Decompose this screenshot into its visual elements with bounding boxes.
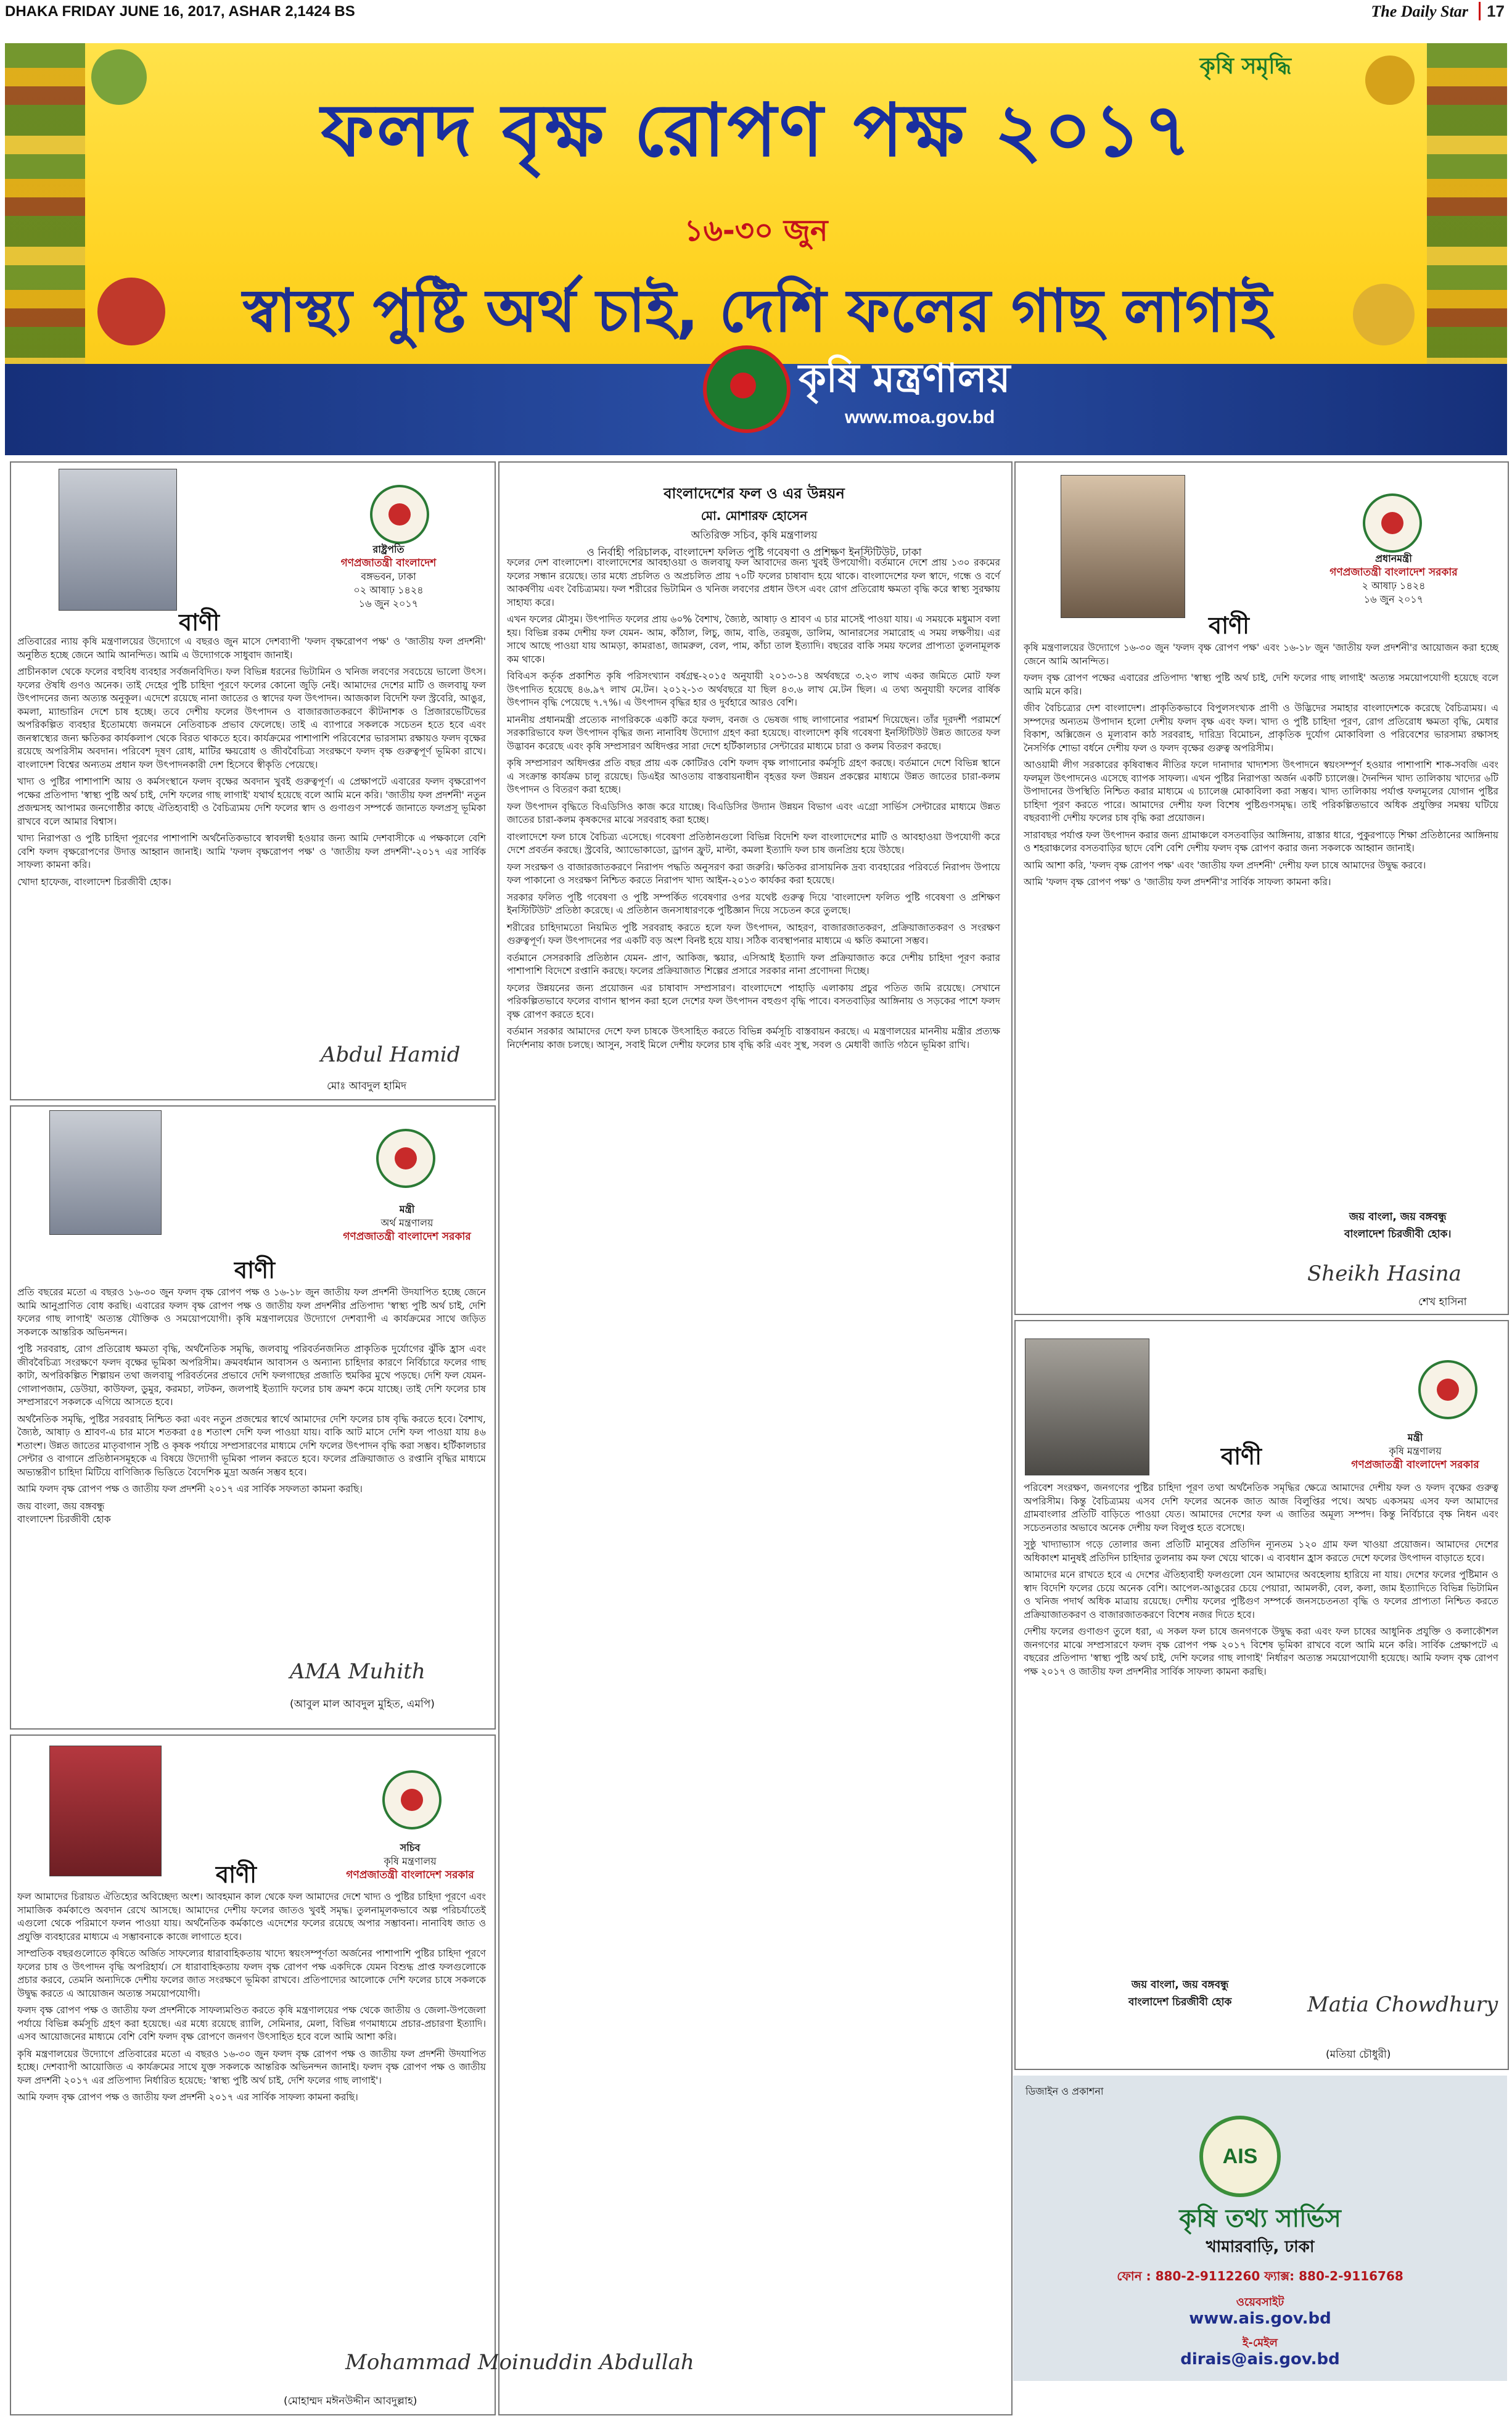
article-para: বিবিএস কর্তৃক প্রকাশিত কৃষি পরিসংখ্যান বর্ষগ্রন্থ-২০১৫ অনুযায়ী ২০১৩-১৪ অর্থবছরে ৩.২৩ লাখ একর জমিতে মোট ফল উৎপাদিত হয়েছে ৪৬.৯৭ লাখ মে.টন। ২০১২-১৩ অর্থবছরে যা ছিল ৪৩.৬ লাখ মে.টন ছিল। এ তথ্য অনুযায়ী ফলের বার্ষিক উৎপাদন বৃদ্ধি পেয়েছে ৭.৭%। এ উৎপাদন বৃদ্ধির হার ও দুর্বহারে আরও বেশি। [507,670,1000,708]
banner-title: ফলদ বৃক্ষ রোপণ পক্ষ ২০১৭ [321,88,1194,173]
secretary-para: ফলদ বৃক্ষ রোপণ পক্ষ ও জাতীয় ফল প্রদর্শনীকে সাফল্যমণ্ডিত করতে কৃষি মন্ত্রণালয়ের পক্ষ থেকে জাতীয় ও জেলা-উপজেলা পর্যায়ে বিভিন্ন কর্মসূচি গ্রহণ করা হয়েছে। এর মধ্যে রয়েছে র‍্যালি, সেমিনার, মেলা, বিভিন্ন গণমাধ্যমে প্রচার-প্রচারণা ইত্যাদি। এসব আয়োজনের মাধ্যমে বেশি বেশি ফলদ বৃক্ষ রোপণে জনগণ উৎসাহিত হবে বলে আমি আশা করি। [17,2005,486,2042]
agri-para: দেশীয় ফলের গুণাগুণ তুলে ধরা, এ সকল ফল চাষে জনগণকে উদ্বুদ্ধ করা এবং ফল চাষের আধুনিক প্রযুক্তি ও কলাকৌশল জনগণের মাঝে সম্প্রসারণে ফলদ বৃক্ষ রোপণ পক্ষ ২০১৭ বিশেষ ভূমিকা রাখবে বলে আমি মনে করি। সার্বিক প্রেক্ষাপটে এ বছরের প্রতিপাদ্য 'স্বাস্থ্য পুষ্টি অর্থ চাই, দেশি ফলের গাছ লাগাই' নির্ধারণ অত্যন্ত সময়োপযোগী হয়েছে। আমি ফলদ বৃক্ষ রোপণ পক্ষ ২০১৭ ও জাতীয় ফল প্রদর্শনীর সার্বিক সাফল্য কামনা করছি। [1024,1626,1498,1677]
pm-heading: বাণী [1209,612,1250,639]
finance-closing: জয় বাংলা, জয় বঙ্গবন্ধু বাংলাদেশ চিরজীবী হোক [17,1500,111,1525]
ais-email[interactable]: dirais@ais.gov.bd [1180,2350,1340,2369]
finance-body [17,1286,486,1530]
agri-name: (মতিয়া চৌধুরী) [1326,2048,1391,2061]
article-role: অতিরিক্ত সচিব, কৃষি মন্ত্রণালয় [691,529,818,542]
president-title: রাষ্ট্রপতি [372,543,405,555]
secretary-dept: কৃষি মন্ত্রণালয় [384,1855,437,1867]
president-para: খাদ্য নিরাপত্তা ও পুষ্টি চাহিদা পূরণের পাশাপাশি অর্থনৈতিকভাবে স্বাবলম্বী হওয়ার জন্য আমি দেশবাসীকে এ পক্ষকালে বেশি বেশি ফলদ বৃক্ষরোপণের উদাত্ত আহ্বান জানাই। আমি 'ফলদ বৃক্ষরোপণ পক্ষ' ও 'জাতীয় ফল প্রদর্শনী'-২০১৭ এর সার্বিক সাফল্য কামনা করি। [17,833,486,870]
ais-web-label: ওয়েবসাইট [1236,2296,1284,2309]
pm-signature: Sheikh Hasina [1307,1261,1461,1286]
secretary-para: আমি ফলদ বৃক্ষ রোপণ পক্ষ ও জাতীয় ফল প্রদর্শনী ২০১৭ এর সার্বিক সাফল্য কামনা করছি। [17,2092,358,2103]
agri-heading: বাণী [1221,1443,1262,1470]
finance-dept: অর্থ মন্ত্রণালয় [380,1217,433,1229]
pm-gov: গণপ্রজাতন্ত্রী বাংলাদেশ সরকার [1329,566,1458,579]
ministry-url[interactable]: www.moa.gov.bd [845,407,995,427]
president-date-bn: ০২ আষাঢ় ১৪২৪ [353,584,424,596]
banner-slogan: স্বাস্থ্য পুষ্টি অর্থ চাই, দেশি ফলের গাছ লাগাই [242,276,1272,345]
article-header [503,482,1006,562]
pm-closing: জয় বাংলা, জয় বঙ্গবন্ধু বাংলাদেশ চিরজীবী হোক। [1344,1211,1452,1240]
finance-emblem-icon [376,1129,435,1188]
secretary-photo [49,1746,162,1876]
pm-para: সারাবছর পর্যাপ্ত ফল উৎপাদন করার জন্য গ্রামাঞ্চলে বসতবাড়ির আঙ্গিনায়, রাস্তার ধারে, পুকুরপাড়ে শিক্ষা প্রতিষ্ঠানের আঙ্গিনায় ও শহরাঞ্চলের বসতবাড়ির ছাদে বেশি বেশি দেশীয় ফলদ বৃক্ষ রোপণ করার জন্য সকলকে আহ্বান জানাই। [1024,829,1498,854]
article-para: বাংলাদেশে ফল চাষে বৈচিত্র্য এসেছে। গবেষণা প্রতিষ্ঠানগুলো বিভিন্ন বিদেশি ফল বাংলাদেশের মাটি ও আবহাওয়া উপযোগী করে দেশে প্রবর্তন করছে। স্ট্রবেরি, অ্যাভোকাডো, ড্রাগন ফ্রুট, মাল্টা, কমলা ইত্যাদি ফল চাষ জনপ্রিয় হয়ে উঠছে। [507,831,1000,856]
krishi-tag: কৃষি সমৃদ্ধি [1199,54,1291,79]
agri-minister-photo [1025,1338,1149,1475]
agri-body [1024,1482,1498,1682]
paper-header [1371,2,1505,21]
pm-date-bn: ২ আষাঢ় ১৪২৪ [1362,580,1426,592]
president-heading: বাণী [179,609,220,636]
secretary-body [17,1891,486,2108]
secretary-para: সাম্প্রতিক বছরগুলোতে কৃষিতে অর্জিত সাফল্যের ধারাবাহিকতায় খাদ্যে স্বয়ংসম্পূর্ণতা অর্জনের পাশাপাশি পুষ্টির চাহিদা পূরণে ফলের চাষ ও উৎপাদন বৃদ্ধি অপরিহার্য। সে ধারাবাহিকতায় ফলদ বৃক্ষ রোপণ পক্ষ একদিকে যেমন বিশুদ্ধ প্রাপ্ত ফলগুলোকে প্রচার করবে, তেমনি অন্যদিকে দেশীয় ফলের জাত সংরক্ষণে ভূমিকা রাখবে। প্রতিপাদ্যের আলোকে দেশি ফলের চাষে সকলকে উদ্বুদ্ধ করতে এ আয়োজন অত্যন্ত সময়োপযোগী। [17,1948,486,1999]
finance-para: আমি ফলদ বৃক্ষ রোপণ পক্ষ ও জাতীয় ফল প্রদর্শনী ২০১৭ এর সার্বিক সফলতা কামনা করছি। [17,1483,363,1495]
president-para: প্রাচীনকাল থেকে ফলের বহুবিধ ব্যবহার সর্বজনবিদিত। ফল বিভিন্ন ধরনের ভিটামিন ও খনিজ লবণের সবচেয়ে ভালো উৎস। ফলের ঔষধি গুণও অনেক। তাই দেহের পুষ্টি চাহিদা পূরণে ফলের কোনো জুড়ি নেই। আমাদের দেশের মাটি ও জলবায়ু ফল উৎপাদনের জন্য অত্যন্ত অনুকূল। এদেশে রয়েছে নানা জাতের ও স্বাদের ফল উৎপাদন। আজকাল বিদেশি ফল স্ট্রবেরি, আঙুর, কমলা, ম্যান্ডারিন দেশে চাষ হচ্ছে। তবে দেশীয় ফলের উৎপাদন ও বাজারজাতকরণে কীটনাশক ও প্রিজারভেটিভের অপরিকল্পিত ব্যবহার ইতোমধ্যে জনমনে নেতিবাচক প্রভাব ফেলেছে। তাই এ ব্যাপারে সকলকে সচেতন হতে হবে এবং জনস্বাস্থ্যের জন্য ক্ষতিকর কার্যকলাপ থেকে বিরত থাকতে হবে। কার্যক্রমের পাশাপাশি পরিবেশের ভারসাম্য রক্ষায়ও ফলদ বৃক্ষের রয়েছে অপরিসীম অবদান। পরিবেশ দূষণ রোধ, মাটির ক্ষয়রোধ ও জীববৈচিত্র্য সংরক্ষণে ফলদ বৃক্ষ গুরুত্বপূর্ণ ভূমিকা রাখে। বাংলাদেশ বিশ্বের অন্যতম প্রধান ফল উৎপাদনকারী দেশ হিসেবে স্বীকৃতি পেয়েছে। [17,666,486,770]
secretary-para: কৃষি মন্ত্রণালয়ের উদ্যোগে প্রতিবারের মতো এ বছরও ১৬-৩০ জুন ফলদ বৃক্ষ রোপণ পক্ষ ও জাতীয় ফল প্রদর্শনী উদযাপিত হচ্ছে। দেশব্যাপী আয়োজিত এ কার্যক্রমের সাথে যুক্ত সকলকে আন্তরিক অভিনন্দন জানাই। ফলদ বৃক্ষ রোপণ পক্ষ ও জাতীয় ফল প্রদর্শনী ২০১৭ এর প্রতিপাদ্য নির্ধারিত হয়েছে: 'স্বাস্থ্য পুষ্টি অর্থ চাই, দেশি ফলের গাছ লাগাই'। [17,2048,486,2086]
agri-para: পরিবেশ সংরক্ষণ, জনগণের পুষ্টির চাহিদা পূরণ তথা অর্থনৈতিক সমৃদ্ধির ক্ষেত্রে আমাদের দেশীয় ফল ও ফলদ বৃক্ষের গুরুত্ব অপরিসীম। কিন্তু বৈচিত্র্যময় এসব দেশি ফলের অনেক জাত আজ বিলুপ্তির পথে। অথচ একসময় এসব ফল আমাদের গ্রামবাংলার প্রতিটি বাড়িতে পাওয়া যেত। আমাদের দেশের ফল এ জাতির অমূল্য সম্পদ। কিন্তু নির্বিচারে বৃক্ষ নিধন এবং সচেতনতার অভাবে অনেক দেশীয় ফল বিলুপ্ত হতে বসেছে। [1024,1482,1498,1533]
article-body [507,556,1000,1055]
finance-title: মন্ত্রী [399,1203,415,1215]
finance-minister-photo [49,1110,162,1235]
government-seal-icon [703,345,791,433]
president-date-en: ১৬ জুন ২০১৭ [358,598,419,609]
article-para: ফলের দেশ বাংলাদেশ। বাংলাদেশের আবহাওয়া ও জলবায়ু ফল আবাদের জন্য খুবই উপযোগী। বর্তমানে দেশে প্রায় ১৩০ রকমের ফলের সন্ধান রয়েছে। তার মধ্যে প্রচলিত ও অপ্রচলিত প্রায় ৭০টি ফলের চাষাবাদ হয়ে থাকে। বাংলাদেশের ফল স্বাদে, গন্ধে ও বর্ণে আকর্ষণীয় এবং বৈচিত্র্যময়। ফল শরীরের ভিটামিন ও খনিজ লবণের প্রধান উৎস এবং রোগ প্রতিরোধ ক্ষমতা বৃদ্ধি করে স্বাস্থ্য সুরক্ষায় সাহায্য করে। [507,557,1000,608]
article-author: মো. মোশারফ হোসেন [701,508,808,523]
fruit-illustration [1365,56,1415,105]
president-para: প্রতিবারের ন্যায় কৃষি মন্ত্রণালয়ের উদ্যোগে এ বছরও জুন মাসে দেশব্যাপী 'ফলদ বৃক্ষরোপণ পক্ষ' ও 'জাতীয় ফল প্রদর্শনী' অনুষ্ঠিত হচ্ছে জেনে আমি আনন্দিত। আমি এ উদ্যোগকে সাধুবাদ জানাই। [17,636,486,661]
ais-email-label: ই-মেইল [1243,2336,1278,2349]
article-headline: বাংলাদেশের ফল ও এর উন্নয়ন [664,485,845,502]
pm-date-en: ১৬ জুন ২০১৭ [1363,593,1424,605]
secretary-name: (মোহাম্মদ মঈনউদ্দীন আবদুল্লাহ) [284,2395,417,2407]
ais-logo-icon: AIS [1199,2116,1281,2197]
finance-heading: বাণী [234,1256,276,1284]
fruit-illustration [1353,284,1415,345]
ais-name: কৃষি তথ্য সার্ভিস [1179,2204,1341,2233]
pm-para: কৃষি মন্ত্রণালয়ের উদ্যোগে ১৬-৩০ জুন 'ফলদ বৃক্ষ রোপণ পক্ষ' এবং ১৬-১৮ জুন 'জাতীয় ফল প্রদর্শনী'র আয়োজন করা হচ্ছে জেনে আমি আনন্দিত। [1024,642,1498,667]
president-name: মোঃ আবদুল হামিদ [327,1080,407,1092]
ais-design-label: ডিজাইন ও প্রকাশনা [1025,2085,1104,2097]
secretary-title: সচিব [400,1842,421,1854]
pm-office [1283,552,1505,606]
secretary-signature: Mohammad Moinuddin Abdullah [345,2350,694,2375]
agri-closing: জয় বাংলা, জয় বঙ্গবন্ধু বাংলাদেশ চিরজীবী হোক [1128,1979,1232,2008]
pm-para: আমি আশা করি, 'ফলদ বৃক্ষ রোপণ পক্ষ' এবং 'জাতীয় ফল প্রদর্শনী' দেশীয় ফল চাষে আমাদের উদ্বুদ্ধ করবে। [1024,859,1426,871]
president-para: খাদ্য ও পুষ্টির পাশাপাশি আয় ও কর্মসংস্থানে ফলদ বৃক্ষের অবদান খুবই গুরুত্বপূর্ণ। এ প্রেক্ষাপটে এবারের ফলদ বৃক্ষরোপণ পক্ষের প্রতিপাদ্য 'স্বাস্থ্য পুষ্টি অর্থ চাই, দেশি ফলের গাছ লাগাই' যথার্থ হয়েছে বলে আমি মনে করি। 'জাতীয় ফল প্রদর্শনী' নতুন প্রজন্মসহ আপামর জনগোষ্ঠীর কাছে ঐতিহ্যবাহী ও বৈচিত্র্যময় দেশি ফলের স্বাদ ও গুণাগুণ সম্পর্কে জানাতে ফলপ্রসূ ভূমিকা রাখবে বলে আমার বিশ্বাস। [17,776,486,827]
paper-logo: The Daily Star [1371,2,1468,20]
secretary-gov: গণপ্রজাতন্ত্রী বাংলাদেশ সরকার [346,1869,474,1881]
article-para: ফলের উন্নয়নের জন্য প্রয়োজন এর চাষাবাদ সম্প্রসারণ। বাংলাদেশে পাহাড়ি এলাকায় প্রচুর পতিত জমি রয়েছে। সেখানে পরিকল্পিতভাবে ফলের বাগান স্থাপন করা হলে দেশের ফল উৎপাদন বহুগুণ বৃদ্ধি পাবে। বসতবাড়ির আঙ্গিনায় ও সড়কের পাশে ফলদ বৃক্ষ রোপণ করতে হবে। [507,982,1000,1020]
article-para: ফল সংরক্ষণ ও বাজারজাতকরণে নিরাপদ পদ্ধতি অনুসরণ করা জরুরি। ক্ষতিকর রাসায়নিক দ্রব্য ব্যবহারের পরিবর্তে নিরাপদ উপায়ে ফল পাকানো ও সংরক্ষণ নিশ্চিত করতে নিরাপদ খাদ্য আইন-২০১৩ কার্যকর করা হয়েছে। [507,861,1000,886]
finance-para: প্রতি বছরের মতো এ বছরও ১৬-৩০ জুন ফলদ বৃক্ষ রোপণ পক্ষ ও ১৬-১৮ জুন জাতীয় ফল প্রদর্শনী উদযাপিত হচ্ছে জেনে আমি আনুপ্রাণিত বোধ করছি। এবারের ফলদ বৃক্ষ রোপণ পক্ষ ও জাতীয় ফল প্রদর্শনীর প্রতিপাদ্য 'স্বাস্থ্য পুষ্টি অর্থ চাই, দেশি ফলের গাছ লাগাই' অত্যন্ত যৌক্তিক ও সময়োপযোগী। কৃষি মন্ত্রণালয়ের উদ্যোগে দেশব্যাপী এ কার্যক্রমের সাথে জড়িত সকলকে আন্তরিক অভিনন্দন। [17,1287,486,1338]
secretary-para: ফল আমাদের চিরায়ত ঐতিহ্যের অবিচ্ছেদ্য অংশ। আবহমান কাল থেকে ফল আমাদের দেশে খাদ্য ও পুষ্টির চাহিদা পূরণে এবং সামাজিক কর্মকাণ্ডে অবদান রেখে আসছে। আমাদের দেশীয় ফলের জাতও খুবই সমৃদ্ধ। তুলনামূলকভাবে অল্প পরিচর্যাতেই এগুলো থেকে পরিমাণে ফলন পাওয়া যায়। অর্থনৈতিক কর্মকাণ্ডে এদেশের ফলের রয়েছে অপার সম্ভাবনা। নানাবিধ জাত ও প্রযুক্তি ব্যবহারের মাধ্যমে এ সম্ভাবনাকে কাজে লাগাতে হবে। [17,1891,486,1942]
president-emblem-icon [370,485,429,544]
article-para: সরকার ফলিত পুষ্টি গবেষণা ও পুষ্টি সম্পর্কিত গবেষণার ওপর যথেষ্ট গুরুত্ব দিয়ে 'বাংলাদেশ ফলিত পুষ্টি গবেষণা ও প্রশিক্ষণ ইনস্টিটিউট' প্রতিষ্ঠা করেছে। এ প্রতিষ্ঠান জনসাধারণকে পুষ্টিজ্ঞান দিয়ে সচেতন করে তুলছে। [507,891,1000,916]
article-para: বর্তমান সরকার আমাদের দেশে ফল চাষকে উৎসাহিত করতে বিভিন্ন কর্মসূচি বাস্তবায়ন করছে। এ মন্ত্রণালয়ের মাননীয় মন্ত্রীর প্রত্যক্ষ নির্দেশনায় কাজ চলছে। আসুন, সবাই মিলে দেশীয় ফলের চাষ বৃদ্ধি করি এবং সুস্থ, সবল ও মেধাবী জাতি গঠনে ভূমিকা রাখি। [507,1026,1000,1050]
president-body [17,635,486,893]
agri-dept: কৃষি মন্ত্রণালয় [1389,1445,1442,1457]
finance-para: অর্থনৈতিক সমৃদ্ধি, পুষ্টির সরবরাহ নিশ্চিত করা এবং নতুন প্রজন্মের স্বার্থে আমাদের দেশি ফলের চাষ বৃদ্ধি করতে হবে। বৈশাখ, জ্যৈষ্ঠ, আষাঢ় ও শ্রাবণ-এ চার মাসে শতকরা ৫৪ শতাংশ দেশি ফল পাওয়া যায়। বাকি আট মাসে দেশি ফল পাওয়া যায় ৪৬ শতাংশ। উন্নত জাতের মাতৃবাগান সৃষ্টি ও কৃষক পর্যায়ে সম্প্রসারণের মাধ্যমে দেশি ফলের উৎপাদন বৃদ্ধি করা সম্ভব। হর্টিকালচার সেন্টার ও বাগানে প্রতিষ্ঠানসমূহকে এ বিষয়ে উদ্যোগী ভূমিকা পালন করতে হবে। ফলের প্রক্রিয়াজাত ও রপ্তানি বৃদ্ধির মাধ্যমে অভ্যন্তরীণ চাহিদা মিটিয়ে বাণিজ্যিক ভিত্তিতে বৈদেশিক মুদ্রা অর্জন সম্ভব হবে। [17,1413,486,1478]
article-para: ফল উৎপাদন বৃদ্ধিতে বিএডিসিও কাজ করে যাচ্ছে। বিএডিসির উদ্যান উন্নয়ন বিভাগ এবং এগ্রো সার্ভিস সেন্টারের মাধ্যমে উন্নত জাতের চারা-কলম কৃষকদের মাঝে সরবরাহ করা হচ্ছে। [507,801,1000,825]
president-place: বঙ্গভবন, ঢাকা [361,571,416,582]
president-closing: খোদা হাফেজ, বাংলাদেশ চিরজীবী হোক। [17,876,171,888]
agri-signature: Matia Chowdhury [1307,1992,1498,2017]
ais-website[interactable]: www.ais.gov.bd [1189,2309,1331,2328]
finance-para: পুষ্টি সরবরাহ, রোগ প্রতিরোধ ক্ষমতা বৃদ্ধি, অর্থনৈতিক সমৃদ্ধি, জলবায়ু পরিবর্তনজনিত প্রাকৃতিক দুর্যোগের ঝুঁকি হ্রাস এবং জীববৈচিত্র্য সংরক্ষণে ফলদ বৃক্ষের ভূমিকা অপরিসীম। ক্রমবর্ধমান আবাসন ও অন্যান্য চাহিদার কারণে নির্বিচারে ফলের গাছ কাটা, অপরিকল্পিত শিল্পায়ন তথা জলবায়ু পরিবর্তনের প্রভাবে দেশি ফলগাছের প্রজাতি হুমকির মুখে পড়ছে। দেশি ফল যেমন- গোলাপজাম, ডেউয়া, কাউফল, ডুমুর, করমচা, লটকন, জলপাই ইত্যাদি ফলের চাষ ক্রমশ কমে যাচ্ছে। তাই দেশি ফলের চাষ সম্প্রসারণে সকলকে এগিয়ে আসতে হবে। [17,1343,486,1408]
agri-gov: গণপ্রজাতন্ত্রী বাংলাদেশ সরকার [1351,1459,1479,1471]
article-para: মাননীয় প্রধানমন্ত্রী প্রত্যেক নাগরিককে একটি করে ফলদ, বনজ ও ভেষজ গাছ লাগানোর পরামর্শ দিয়েছেন। তাঁর দূরদর্শী পরামর্শে সরকারিভাবে ফল উৎপাদন বৃদ্ধির জন্য নানাবিধ উদ্যোগ গ্রহণ করা হয়েছে। বাংলাদেশ কৃষি গবেষণা ইনস্টিটিউট উন্নত জাতের ফল উদ্ভাবন করেছে এবং কৃষি সম্প্রসারণ অধিদপ্তর সারা দেশে হর্টিকালচার সেন্টারের মাধ্যমে চারা ও কলম বিতরণ করছে। [507,714,1000,752]
pm-para: জীব বৈচিত্র্যের দেশ বাংলাদেশ। প্রাকৃতিকভাবে বিপুলসংখ্যক প্রাণী ও উদ্ভিদের সমাহার বাংলাদেশকে করেছে বৈচিত্র্যময়। এ সম্পদের অন্যতম উপাদান হলো দেশীয় ফলদ বৃক্ষ এবং ফল। খাদ্য ও পুষ্টি চাহিদা পূরণ, রোগ প্রতিরোধ ক্ষমতা বৃদ্ধি, মেধার বিকাশ, অক্সিজেন ও মূল্যবান কাঠ সরবরাহ, দারিদ্র্য বিমোচন, প্রাকৃতিক দুর্যোগ মোকাবিলা ও পরিবেশের ভারসাম্য রক্ষাসহ নৈসর্গিক শোভা বর্ধনে দেশীয় ফল ও ফলদ বৃক্ষের গুরুত্ব অপরিসীম। [1024,703,1498,754]
finance-name: (আবুল মাল আবদুল মুহিত, এমপি) [290,1698,435,1710]
agri-emblem-icon [1418,1360,1477,1419]
pm-title: প্রধানমন্ত্রী [1375,553,1412,564]
president-signature: Abdul Hamid [321,1042,461,1067]
pm-para: আমি 'ফলদ বৃক্ষ রোপণ পক্ষ' ও 'জাতীয় ফল প্রদর্শনী'র সার্বিক সাফল্য কামনা করি। [1024,876,1331,888]
page-number: 17 [1479,2,1505,20]
masthead [0,0,1512,22]
agri-para: সুষ্ঠু খাদ্যাভ্যাস গড়ে তোলার জন্য প্রতিটি মানুষের প্রতিদিন ন্যূনতম ১২০ গ্রাম ফল খাওয়া প্রয়োজন। আমাদের দেশের অধিকাংশ মানুষই প্রতিদিন চাহিদার তুলনায় কম ফল খেয়ে থাকে। এ ব্যবধান হ্রাস করতে দেশে ফলের উৎপাদন বাড়াতে হবে। [1024,1539,1498,1564]
fruit-illustration [97,278,165,345]
president-gov: গণপ্রজাতন্ত্রী বাংলাদেশ [340,557,437,569]
fruit-illustration [91,49,147,105]
pm-emblem-icon [1363,493,1422,553]
dateline: DHAKA FRIDAY JUNE 16, 2017, ASHAR 2,1424 BS [5,3,355,20]
finance-signature: AMA Muhith [290,1659,425,1684]
pm-body [1024,641,1498,893]
ais-place: খামারবাড়ি, ঢাকা [1206,2238,1315,2256]
agri-para: আমাদের মনে রাখতে হবে এ দেশের ঐতিহ্যবাহী ফলগুলো যেন আমাদের অবহেলায় হারিয়ে না যায়। দেশের ফলের পুষ্টিমান ও স্বাদ বিদেশি ফলের চেয়ে অনেক বেশি। আপেল-আঙুরের চেয়ে পেয়ারা, আমলকী, বেল, কলা, জাম ইত্যাদিতে বিভিন্ন ভিটামিন ও খনিজ পদার্থ অধিক মাত্রায় রয়েছে। দেশীয় ফলের পুষ্টিগুণ সম্পর্কে জনসচেতনতা বৃদ্ধি ও ফলের প্রাপ্যতা নিশ্চিত করতে প্রক্রিয়াজাতকরণ ও বাজারজাতকরণে বিশেষ নজর দিতে হবে। [1024,1569,1498,1620]
pm-para: আওয়ামী লীগ সরকারের কৃষিবান্ধব নীতির ফলে দানাদার খাদ্যশস্য উৎপাদনে স্বয়ংসম্পূর্ণ হওয়ার পাশাপাশি শাক-সবজি এবং ফলমূল উৎপাদনেও এসেছে ব্যাপক সাফল্য। এখন পুষ্টির নিরাপত্তা অর্জন একটি চ্যালেঞ্জ। দৈনন্দিন খাদ্য তালিকায় খাদ্যের ৬টি উপাদানের উপস্থিতি নিশ্চিত করার মাধ্যমে এ চ্যালেঞ্জ মোকাবিলা করা সম্ভব। খাদ্য তালিকায় পর্যাপ্ত ফলমূলের যোগান পুষ্টির চাহিদা পূরণ করতে পারে। আমাদের দেশীয় ফল বিশেষ পুষ্টিগুণসমৃদ্ধ। তাই পরিকল্পিতভাবে অধিক প্রযুক্তির সমন্বয় ঘটিয়ে বছরব্যাপী দেশীয় ফলের চাষ বৃদ্ধি করা প্রয়োজন। [1024,759,1498,823]
pm-name: শেখ হাসিনা [1418,1296,1467,1308]
pm-para: ফলদ বৃক্ষ রোপণ পক্ষের এবারের প্রতিপাদ্য 'স্বাস্থ্য পুষ্টি অর্থ চাই, দেশি ফলের গাছ লাগাই' অত্যন্ত সময়োপযোগী হয়েছে বলে আমি মনে করি। [1024,672,1498,697]
secretary-emblem-icon [382,1770,442,1829]
article-role: ও নির্বাহী পরিচালক, বাংলাদেশ ফলিত পুষ্টি গবেষণা ও প্রশিক্ষণ ইনস্টিটিউট, ঢাকা [586,546,922,559]
ministry-name: কৃষি মন্ত্রণালয় [799,356,1011,402]
article-para: শরীরের চাহিদামতো নিয়মিত পুষ্টি সরবরাহ করতে হলে ফল উৎপাদন, আহরণ, বাজারজাতকরণ, প্রক্রিয়াজাতকরণ ও সংরক্ষণ গুরুত্বপূর্ণ। ফল উৎপাদনের পর একটি বড় অংশ বিনষ্ট হয়ে যায়। সঠিক ব্যবস্থাপনার মাধ্যমে এ ক্ষতি কমানো সম্ভব। [507,922,1000,946]
article-para: কৃষি সম্প্রসারণ অধিদপ্তর প্রতি বছর প্রায় এক কোটিরও বেশি ফলদ বৃক্ষ লাগানোর কর্মসূচি গ্রহণ করছে। বর্তমানে দেশে বিভিন্ন স্থানে এ সংক্রান্ত কার্যক্রম চালু রয়েছে। ডিএইর আওতায় বাস্তবায়নাধীন বৃহত্তর ফল উন্নয়ন প্রকল্পের মাধ্যমে উন্নত জাতের চারা-কলম উৎপাদন ও বিতরণ করা হচ্ছে। [507,757,1000,795]
pm-photo [1061,475,1185,618]
president-photo [59,469,177,611]
finance-gov: গণপ্রজাতন্ত্রী বাংলাদেশ সরকার [343,1231,471,1243]
article-para: বর্তমানে সেসরকারি প্রতিষ্ঠান যেমন- প্রাণ, আকিজ, স্কয়ার, এসিআই ইত্যাদি ফল প্রক্রিয়াজাত করে দেশীয় চাহিদা পূরণ করার পাশাপাশি বিদেশে রপ্তানি করছে। ফলের প্রক্রিয়াজাত শিল্পের প্রসারে সরকার নানা প্রণোদনা দিচ্ছে। [507,952,1000,976]
finance-office [321,1203,493,1243]
secretary-heading: বাণী [216,1861,257,1888]
article-para: এখন ফলের মৌসুম। উৎপাদিত ফলের প্রায় ৬০% বৈশাখ, জ্যৈষ্ঠ, আষাঢ় ও শ্রাবণ এ চার মাসেই পাওয়া যায়। এ সময়কে মধুমাস বলা হয়। বিভিন্ন রকম দেশীয় ফল যেমন- আম, কাঁঠাল, লিচু, জাম, বাঙি, তরমুজ, ডালিম, আনারসের সমারোহ এ সময় লক্ষণীয়। এর সাথে আছে পাওয়া যায় আমড়া, কামরাঙা, জামরুল, বেল, পাম, কাঁচা তাল ইত্যাদি। বছরের বাকি সময় ফলের প্রাপ্যতা তুলনামূলক কম থাকে। [507,614,1000,665]
agri-office [1326,1431,1505,1472]
secretary-office [327,1841,493,1882]
agri-title: মন্ত্রী [1407,1432,1423,1443]
ais-phone: ফোন : 880-2-9112260 ফ্যাক্স: 880-2-9116768 [1117,2269,1403,2283]
banner-dates: ১৬-৩০ জুন [684,213,828,248]
president-office [284,543,493,611]
